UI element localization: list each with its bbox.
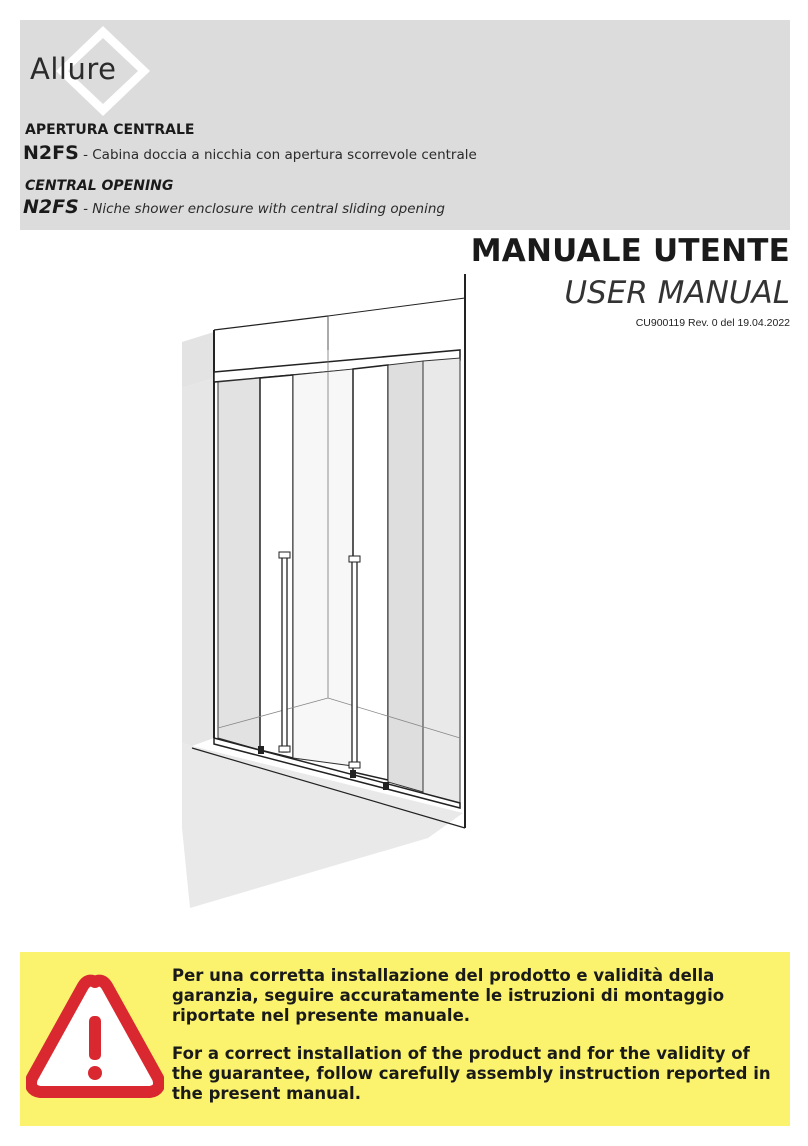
warning-triangle-icon (26, 974, 164, 1100)
italian-category: APERTURA CENTRALE (25, 122, 195, 138)
english-category: CENTRAL OPENING (25, 178, 174, 194)
brand-name: Allure (30, 52, 117, 86)
shower-enclosure-illustration (178, 268, 478, 908)
document-code: CU900119 Rev. 0 del 19.04.2022 (635, 317, 790, 329)
italian-model-line (23, 142, 477, 164)
italian-description: - Cabina doccia a nicchia con apertura scorrevole centrale (78, 147, 477, 163)
english-model: N2FS (23, 196, 79, 218)
english-model-line (23, 196, 445, 218)
english-description: - Niche shower enclosure with central sliding opening (78, 201, 445, 217)
italian-model: N2FS (23, 142, 79, 164)
warning-text-english: For a correct installation of the product and for the validity of the guarantee, follow carefully assembly instruction reported in the present manual. (172, 1044, 771, 1103)
manual-title-english: USER MANUAL (564, 275, 790, 311)
manual-title-italian: MANUALE UTENTE (470, 233, 790, 269)
warning-text-italian: Per una corretta installazione del prodotto e validità della garanzia, seguire accuratamente le istruzioni di montaggio riportate nel presente manuale. (172, 966, 725, 1025)
